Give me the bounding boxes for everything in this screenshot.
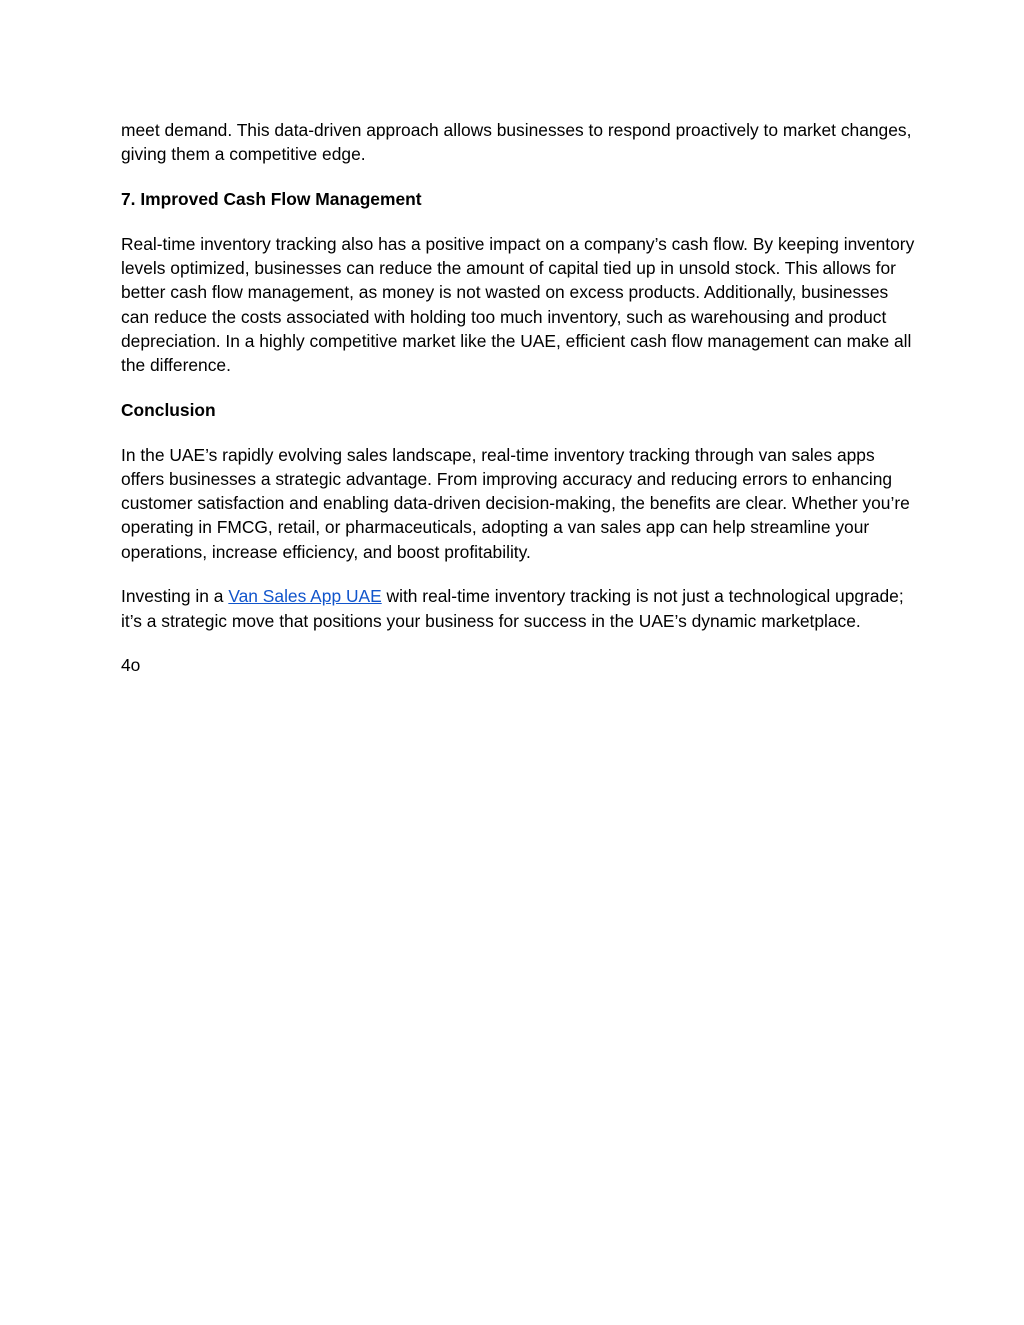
closing-suffix: with real-time inventory tracking is not just a technological upgrade; it’s a strategic move that positions your business for success in the UAE’s dynamic marketplace. — [121, 586, 904, 631]
footer-note: 4o — [121, 655, 141, 676]
section-7-paragraph: Real-time inventory tracking also has a positive impact on a company’s cash flow. By keeping inventory levels optimized, businesses can reduce the amount of capital tied up in unsold stock. This allows for better cash flow management, as money is not wasted on excess products. Additionally, businesses can reduce the costs associated with holding too much inventory, such as warehousing and product depreciation. In a highly competitive market like the UAE, efficient cash flow management can make all the difference. — [121, 233, 915, 376]
closing-prefix: Investing in a — [121, 586, 229, 607]
document-page — [121, 118, 921, 698]
van-sales-app-link[interactable]: Van Sales App UAE — [228, 586, 382, 607]
intro-continuation-paragraph: meet demand. This data-driven approach allows businesses to respond proactively to market changes, giving them a competitive edge. — [121, 120, 912, 165]
closing-paragraph — [121, 584, 921, 633]
conclusion-heading: Conclusion — [121, 399, 216, 420]
section-7-heading: 7. Improved Cash Flow Management — [121, 188, 422, 209]
conclusion-paragraph: In the UAE’s rapidly evolving sales landscape, real-time inventory tracking through van sales apps offers businesses a strategic advantage. From improving accuracy and reducing errors to enhancing customer satisfaction and enabling data-driven decision-making, the benefits are clear. Whether you’re operating in FMCG, retail, or pharmaceuticals, adopting a van sales app can help streamline your operations, increase efficiency, and boost profitability. — [121, 444, 910, 562]
